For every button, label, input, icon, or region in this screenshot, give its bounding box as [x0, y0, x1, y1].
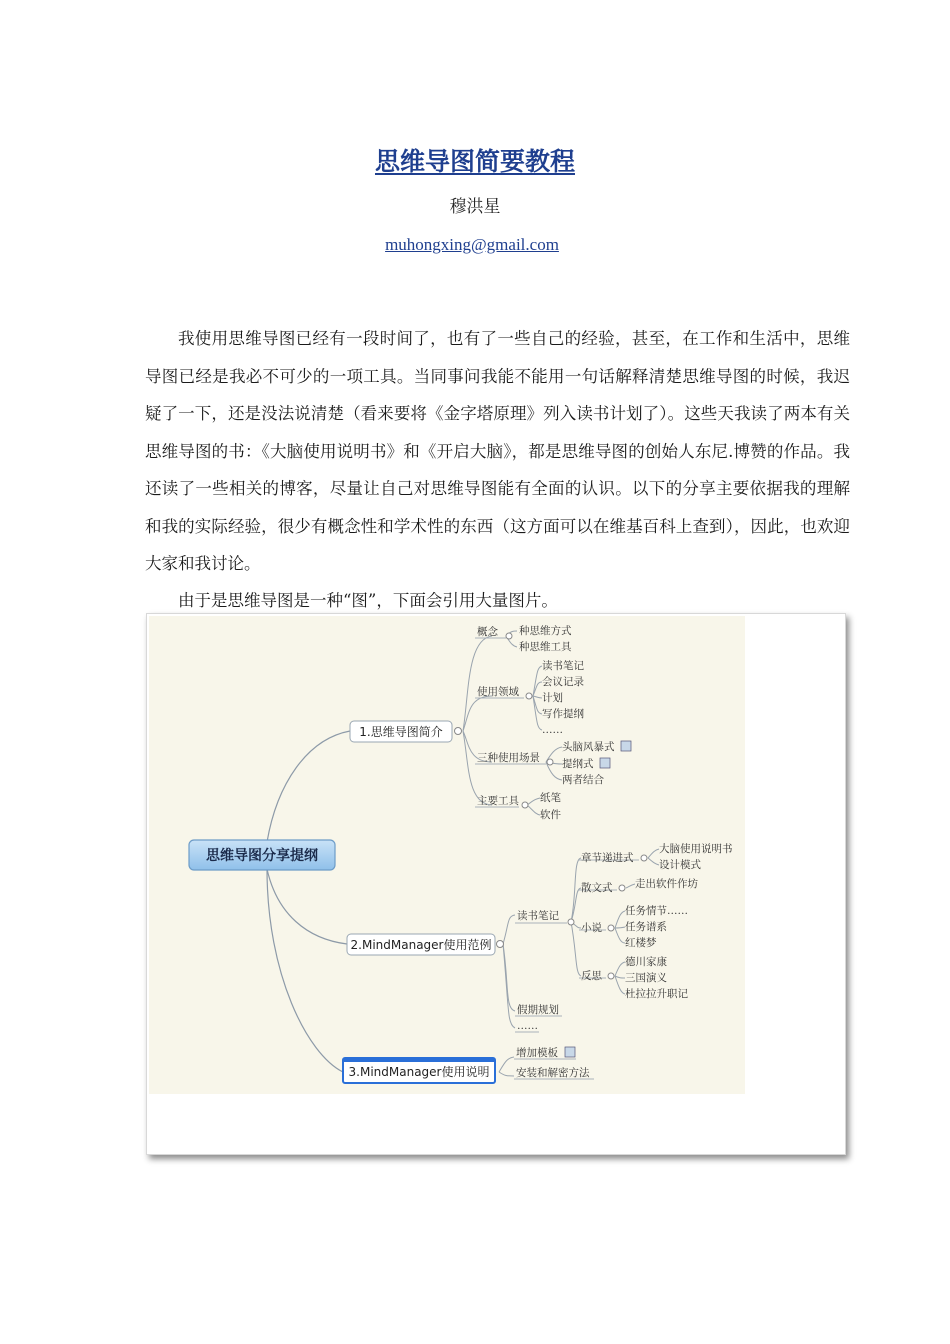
node-scenes-3[interactable]: 两者结合	[562, 774, 604, 786]
node-fields-4[interactable]: 写作提纲	[542, 708, 584, 720]
root-node[interactable]	[189, 840, 335, 870]
node-scenes-1[interactable]: 头脑风暴式	[562, 741, 615, 753]
node-reading[interactable]: 读书笔记	[517, 910, 559, 922]
node-concept-2[interactable]: 种思维工具	[519, 641, 572, 653]
node-fields-1[interactable]: 读书笔记	[542, 660, 584, 672]
image-note-paragraph: 由于是思维导图是一种“图”，下面会引用大量图片。	[178, 591, 558, 610]
node-holiday[interactable]: 假期规划	[517, 1004, 559, 1016]
node-concept[interactable]: 概念	[477, 626, 498, 638]
node-fields[interactable]: 使用领域	[477, 686, 519, 698]
node-concept-1[interactable]: 种思维方式	[519, 625, 572, 637]
node-essay[interactable]: 散文式	[581, 882, 613, 894]
node-tools-1[interactable]: 纸笔	[540, 792, 561, 804]
node-tools-2[interactable]: 软件	[540, 809, 561, 821]
branch-2-node[interactable]	[347, 934, 504, 955]
node-fields-2[interactable]: 会议记录	[542, 676, 584, 688]
email-text[interactable]: muhongxing@gmail.com	[385, 235, 559, 254]
node-scenes[interactable]: 三种使用场景	[477, 752, 540, 764]
node-novel-1[interactable]: 任务情节……	[625, 905, 688, 917]
branch-3-node[interactable]	[343, 1058, 495, 1083]
node-fields-5[interactable]: ……	[542, 724, 563, 736]
note-icon[interactable]	[600, 758, 610, 768]
node-tools[interactable]: 主要工具	[477, 795, 519, 807]
branch-3-label: 3.MindManager使用说明	[348, 1065, 490, 1079]
author-email-link[interactable]	[0, 235, 950, 255]
node-chapter[interactable]: 章节递进式	[581, 852, 634, 864]
node-reflect-3[interactable]: 杜拉拉升职记	[625, 988, 688, 1000]
node-novel-2[interactable]: 任务谱系	[625, 921, 667, 933]
branch-1-node[interactable]	[350, 721, 462, 742]
node-novel[interactable]: 小说	[581, 922, 602, 934]
root-label: 思维导图分享提纲	[206, 848, 318, 864]
node-scenes-2[interactable]: 提纲式	[562, 758, 594, 770]
node-reflect-2[interactable]: 三国演义	[625, 972, 667, 984]
node-more[interactable]: ……	[517, 1020, 538, 1032]
mindmap-svg	[147, 614, 845, 1154]
node-template[interactable]: 增加模板	[516, 1047, 558, 1059]
mindmap-figure	[146, 613, 846, 1155]
doc-title[interactable]: 思维导图简要教程	[374, 147, 575, 176]
node-chapter-1[interactable]: 大脑使用说明书	[659, 843, 733, 855]
branch-2-label: 2.MindManager使用范例	[350, 938, 492, 952]
branch-1-label: 1.思维导图简介	[359, 725, 443, 739]
doc-author: 穆洪星	[449, 197, 501, 217]
note-icon[interactable]	[621, 741, 631, 751]
node-novel-3[interactable]: 红楼梦	[625, 937, 657, 949]
node-fields-3[interactable]: 计划	[542, 692, 563, 704]
node-essay-1[interactable]: 走出软件作坊	[635, 878, 698, 890]
node-reflect[interactable]: 反思	[581, 970, 602, 982]
note-icon[interactable]	[565, 1047, 575, 1057]
node-install[interactable]: 安装和解密方法	[516, 1067, 590, 1079]
node-chapter-2[interactable]: 设计模式	[659, 859, 701, 871]
node-reflect-1[interactable]: 德川家康	[625, 956, 667, 968]
intro-paragraph: 我使用思维导图已经有一段时间了，也有了一些自己的经验，甚至，在工作和生活中，思维导图已经是我必不可少的一项工具。当同事问我能不能用一句话解释清楚思维导图的时候，我迟疑了一下，还是没法说清楚（看来要将《金字塔原理》列入读书计划了）。这些天我读了两本有关思维导图的书：《大脑使用说明书》和《开启大脑》，都是思维导图的创始人东尼.博赞的作品。我还读了一些相关的博客，尽量让自己对思维导图能有全面的认识。以下的分享主要依据我的理解和我的实际经验，很少有概念性和学术性的东西（这方面可以在维基百科上查到），因此，也欢迎大家和我讨论。	[145, 329, 850, 573]
